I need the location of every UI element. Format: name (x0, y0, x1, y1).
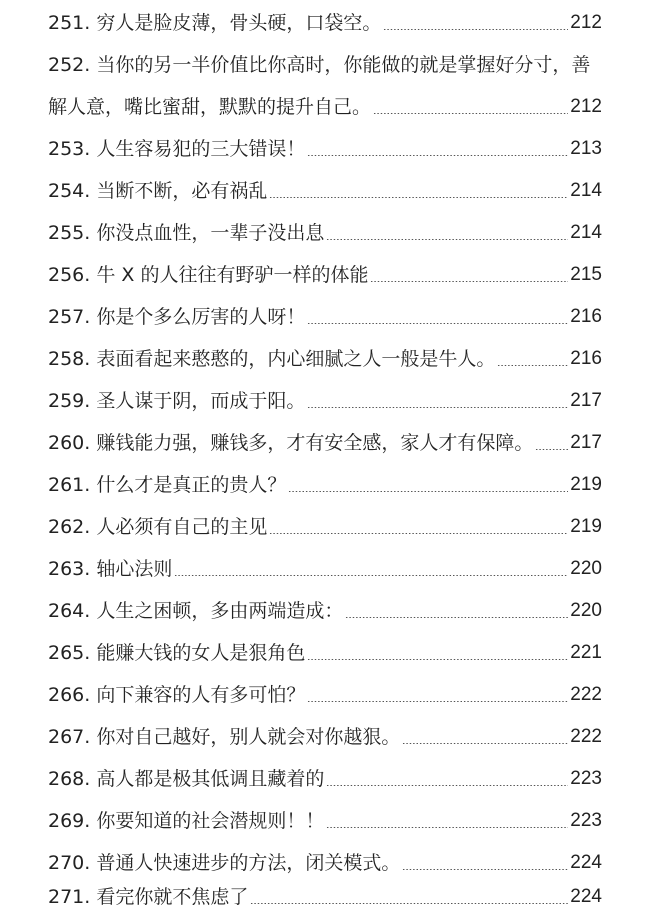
toc-page-number: 216 (570, 348, 602, 369)
dot-leader (307, 701, 568, 702)
toc-entry-270[interactable] (48, 846, 602, 876)
dot-leader (373, 113, 568, 114)
dot-leader (326, 827, 568, 828)
dot-leader (402, 743, 568, 744)
toc-page-number: 217 (570, 432, 602, 453)
dot-leader (370, 281, 568, 282)
toc-entry-257[interactable] (48, 300, 602, 330)
toc-page-number: 222 (570, 726, 602, 747)
dot-leader (535, 449, 568, 450)
dot-leader (307, 155, 568, 156)
toc-entry-title: 259. 圣人谋于阴，而成于阳。 (48, 390, 306, 412)
toc-entry-259[interactable] (48, 384, 602, 414)
toc-entry-title: 265. 能赚大钱的女人是狠角色 (48, 642, 306, 664)
toc-entry-261[interactable] (48, 468, 602, 498)
dot-leader (250, 903, 568, 904)
toc-page-number: 215 (570, 264, 602, 285)
toc-page-number: 224 (570, 852, 602, 873)
dot-leader (383, 29, 568, 30)
dot-leader (307, 323, 568, 324)
toc-page-number: 214 (570, 180, 602, 201)
dot-leader (288, 491, 568, 492)
toc-entry-266[interactable] (48, 678, 602, 708)
toc-entry-title: 251. 穷人是脸皮薄，骨头硬，口袋空。 (48, 12, 382, 34)
dot-leader (345, 617, 568, 618)
toc-entry-263[interactable] (48, 552, 602, 582)
toc-page-number: 220 (570, 600, 602, 621)
toc-entry-262[interactable] (48, 510, 602, 540)
toc-entry-267[interactable] (48, 720, 602, 750)
toc-entry-title: 270. 普通人快速进步的方法，闭关模式。 (48, 852, 401, 874)
toc-entry-title: 261. 什么才是真正的贵人？ (48, 474, 287, 496)
toc-entry-252[interactable] (48, 48, 602, 78)
toc-page-number: 213 (570, 138, 602, 159)
toc-entry-title: 解人意，嘴比蜜甜，默默的提升自己。 (48, 96, 372, 118)
toc-entry-title: 262. 人必须有自己的主见 (48, 516, 268, 538)
toc-page-number: 220 (570, 558, 602, 579)
toc-page-number: 219 (570, 516, 602, 537)
toc-page-number: 221 (570, 642, 602, 663)
toc-entry-title: 257. 你是个多么厉害的人呀！ (48, 306, 306, 328)
toc-entry-255[interactable] (48, 216, 602, 246)
toc-entry-title: 269. 你要知道的社会潜规则！！ (48, 810, 325, 832)
toc-entry-264[interactable] (48, 594, 602, 624)
toc-entry-252-continued[interactable] (48, 90, 602, 120)
toc-entry-title: 255. 你没点血性，一辈子没出息 (48, 222, 325, 244)
toc-entry-260[interactable] (48, 426, 602, 456)
dot-leader (174, 575, 568, 576)
toc-page-number: 212 (570, 96, 602, 117)
dot-leader (269, 533, 568, 534)
toc-page-number: 212 (570, 12, 602, 33)
toc-entry-title: 260. 赚钱能力强，赚钱多，才有安全感，家人才有保障。 (48, 432, 534, 454)
toc-entry-269[interactable] (48, 804, 602, 834)
dot-leader (402, 869, 568, 870)
toc-entry-251[interactable] (48, 6, 602, 36)
toc-entry-265[interactable] (48, 636, 602, 666)
toc-page-number: 223 (570, 768, 602, 789)
toc-entry-253[interactable] (48, 132, 602, 162)
dot-leader (269, 197, 568, 198)
toc-page-number: 214 (570, 222, 602, 243)
toc-page-number: 224 (570, 886, 602, 907)
toc-entry-268[interactable] (48, 762, 602, 792)
toc-page-number: 222 (570, 684, 602, 705)
toc-entry-title: 266. 向下兼容的人有多可怕？ (48, 684, 306, 706)
toc-entry-title: 264. 人生之困顿，多由两端造成： (48, 600, 344, 622)
toc-entry-title: 263. 轴心法则 (48, 558, 173, 580)
toc-entry-title: 256. 牛 X 的人往往有野驴一样的体能 (48, 264, 369, 286)
toc-page-number: 219 (570, 474, 602, 495)
toc-entry-title: 267. 你对自己越好，别人就会对你越狠。 (48, 726, 401, 748)
dot-leader (307, 407, 568, 408)
dot-leader (326, 239, 568, 240)
toc-entry-271[interactable] (48, 880, 602, 910)
dot-leader (307, 659, 568, 660)
toc-page-number: 217 (570, 390, 602, 411)
toc-entry-title: 252. 当你的另一半价值比你高时，你能做的就是掌握好分寸，善 (48, 54, 591, 76)
toc-entry-title: 268. 高人都是极其低调且藏着的 (48, 768, 325, 790)
toc-entry-title: 271. 看完你就不焦虑了 (48, 886, 249, 908)
dot-leader (497, 365, 568, 366)
toc-entry-254[interactable] (48, 174, 602, 204)
toc-entry-256[interactable] (48, 258, 602, 288)
toc-entry-258[interactable] (48, 342, 602, 372)
toc-entry-title: 253. 人生容易犯的三大错误！ (48, 138, 306, 160)
toc-page-number: 223 (570, 810, 602, 831)
toc-entry-title: 258. 表面看起来憨憨的，内心细腻之人一般是牛人。 (48, 348, 496, 370)
dot-leader (326, 785, 568, 786)
toc-entry-title: 254. 当断不断，必有祸乱 (48, 180, 268, 202)
toc-page-number: 216 (570, 306, 602, 327)
